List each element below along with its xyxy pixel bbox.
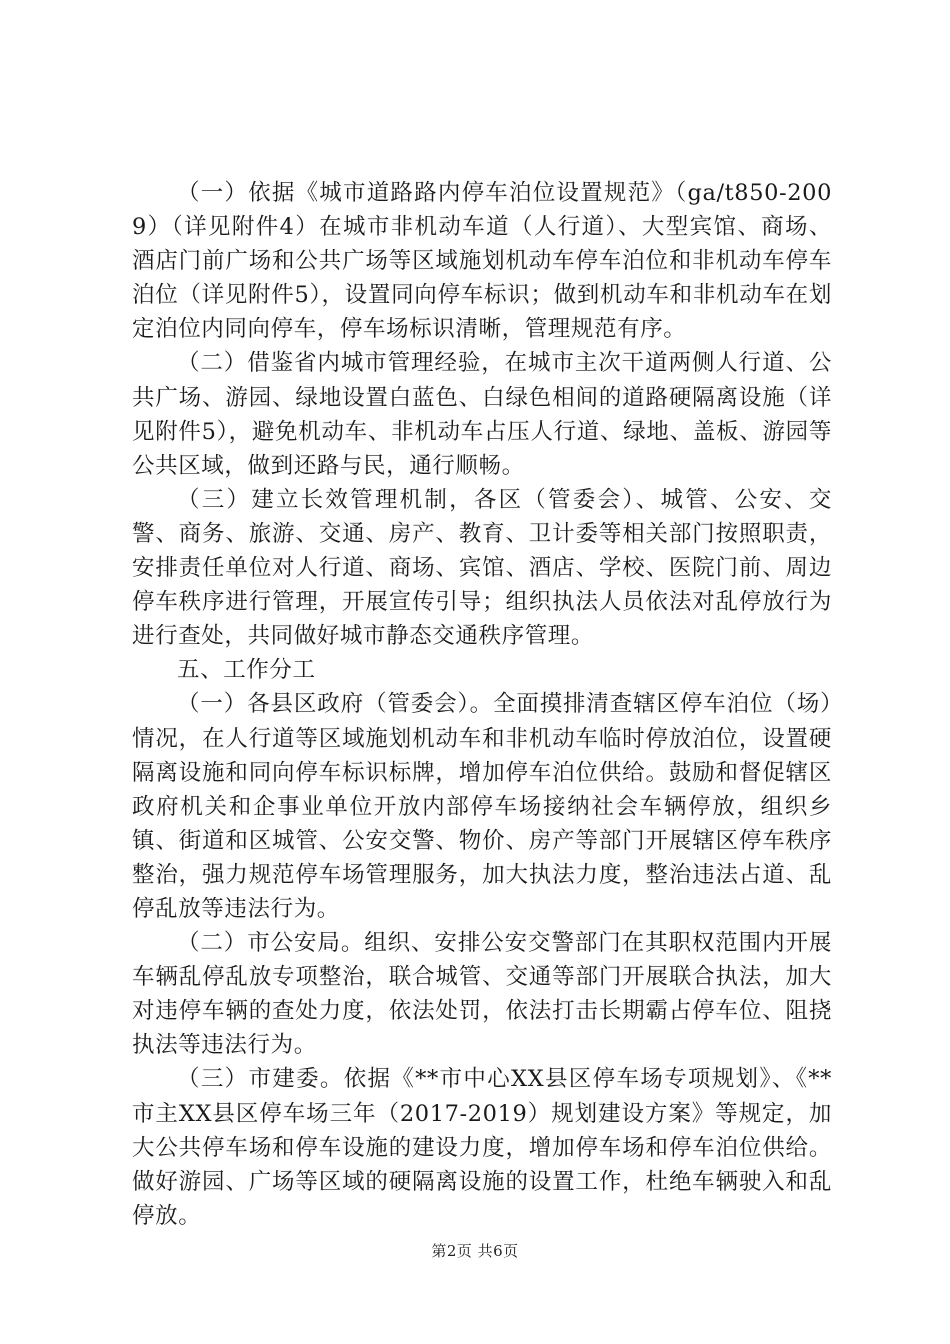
section-paragraph-2: （二）市公安局。组织、安排公安交警部门在其职权范围内开展车辆乱停乱放专项整治，联合城管、交通等部门开展联合执法，加大对违停车辆的查处力度，依法处罚，依法打击长期霸占停车位、阻挠执法等违法行为。 <box>132 930 832 1059</box>
document-body <box>132 176 832 1233</box>
paragraph-2: （二）借鉴省内城市管理经验，在城市主次干道两侧人行道、公共广场、游园、绿地设置白蓝色、白绿色相间的道路硬隔离设施（详见附件5），避免机动车、非机动车占压人行道、绿地、盖板、游园等公共区域，做到还路与民，通行顺畅。 <box>132 350 832 479</box>
section-heading: 五、工作分工 <box>177 657 316 684</box>
paragraph-1: （一）依据《城市道路路内停车泊位设置规范》（ga/t850-2009）（详见附件4）在城市非机动车道（人行道）、大型宾馆、商场、酒店门前广场和公共广场等区域施划机动车停车泊位和非机动车停车泊位（详见附件5），设置同向停车标识；做到机动车和非机动车在划定泊位内同向停车，停车场标识清晰，管理规范有序。 <box>132 180 832 343</box>
page-number-footer: 第2页 共6页 <box>431 1242 519 1260</box>
paragraph-3: （三）建立长效管理机制，各区（管委会）、城管、公安、交警、商务、旅游、交通、房产、教育、卫计委等相关部门按照职责，安排责任单位对人行道、商场、宾馆、酒店、学校、医院门前、周边停车秩序进行管理，开展宣传引导；组织执法人员依法对乱停放行为进行查处，共同做好城市静态交通秩序管理。 <box>132 486 832 650</box>
section-paragraph-1: （一）各县区政府（管委会）。全面摸排清查辖区停车泊位（场）情况，在人行道等区域施划机动车和非机动车临时停放泊位，设置硬隔离设施和同向停车标识标牌，增加停车泊位供给。鼓励和督促辖区政府机关和企事业单位开放内部停车场接纳社会车辆停放，组织乡镇、街道和区城管、公安交警、物价、房产等部门开展辖区停车秩序整治，强力规范停车场管理服务，加大执法力度，整治违法占道、乱停乱放等违法行为。 <box>132 691 832 922</box>
section-paragraph-3: （三）市建委。依据《**市中心XX县区停车场专项规划》、《**市主XX县区停车场三年（2017-2019）规划建设方案》等规定，加大公共停车场和停车设施的建设力度，增加停车场和停车泊位供给。做好游园、广场等区域的硬隔离设施的设置工作，杜绝车辆驶入和乱停放。 <box>132 1066 832 1229</box>
